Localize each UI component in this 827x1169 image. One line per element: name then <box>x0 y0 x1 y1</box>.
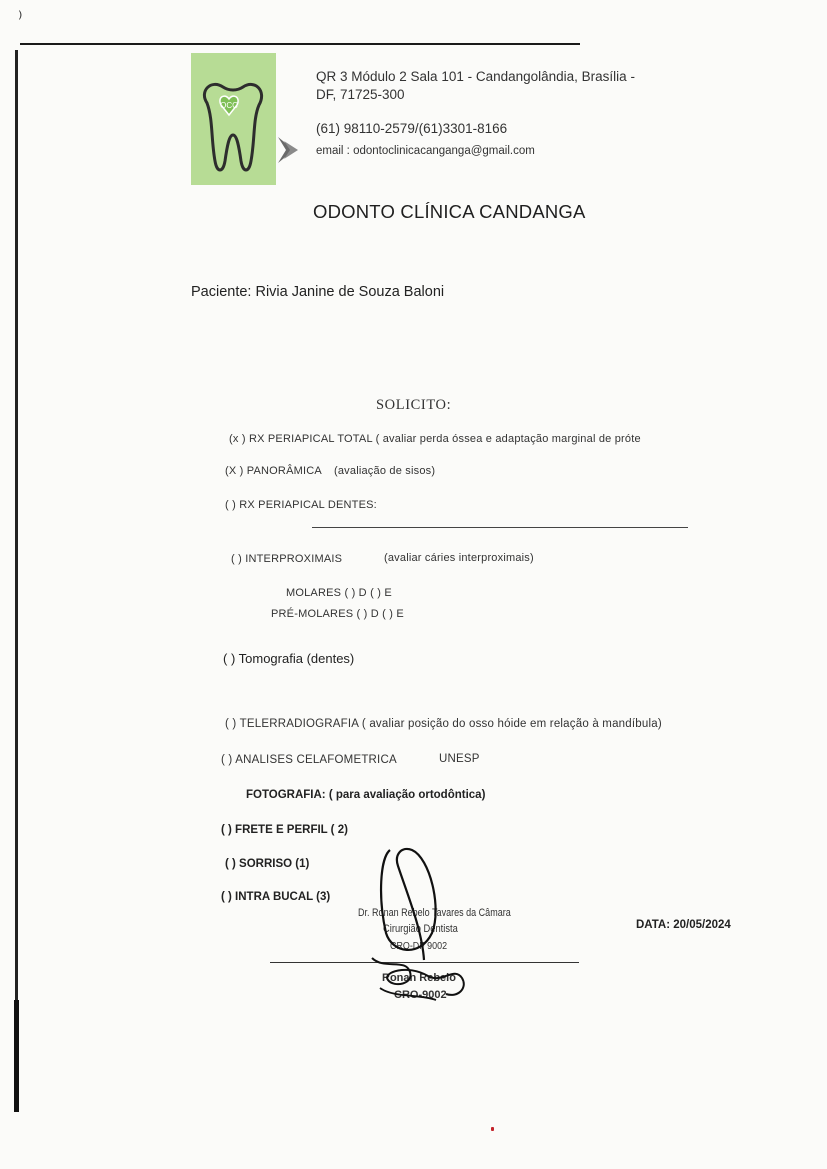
left-scan-edge-thick <box>14 1000 19 1112</box>
stamp-name: Dr. Ronan Rebelo Tavares da Câmara <box>358 907 511 919</box>
item-panoramica-note: (avaliação de sisos) <box>334 465 436 477</box>
clinic-title: ODONTO CLÍNICA CANDANGA <box>313 201 586 222</box>
item-telerradiografia: ( ) TELERRADIOGRAFIA ( avaliar posição do osso hóide em relação à mandíbula) <box>225 718 662 730</box>
item-panoramica: (X ) PANORÂMICA <box>225 465 322 477</box>
left-scan-edge <box>15 50 18 1112</box>
signature-cro: CRO-9002 <box>394 989 447 1001</box>
teeth-fill-line <box>312 527 688 528</box>
item-molares: MOLARES ( ) D ( ) E <box>286 587 392 599</box>
item-interproximais: ( ) INTERPROXIMAIS <box>231 553 343 565</box>
top-border-rule <box>20 43 580 45</box>
item-interproximais-note: (avaliar cáries interproximais) <box>384 552 534 564</box>
item-analises-place: UNESP <box>439 753 480 765</box>
signature-name: Ronan Rebelo <box>382 972 456 984</box>
logo-text: OCC <box>220 101 238 110</box>
item-intra-bucal: ( ) INTRA BUCAL (3) <box>221 891 331 903</box>
patient-name: Paciente: Rivia Janine de Souza Baloni <box>191 284 445 300</box>
item-analises: ( ) ANALISES CELAFOMETRICA <box>221 754 397 766</box>
clinic-logo <box>191 53 276 185</box>
item-pre-molares: PRÉ-MOLARES ( ) D ( ) E <box>271 608 404 620</box>
handwritten-signature <box>350 838 490 1013</box>
item-tomografia: ( ) Tomografia (dentes) <box>223 651 355 666</box>
item-fotografia: FOTOGRAFIA: ( para avaliação ortodôntica) <box>246 789 486 801</box>
clinic-address: QR 3 Módulo 2 Sala 101 - Candangolândia, Brasília - DF, 71725-300 <box>316 69 635 102</box>
request-title: SOLICITO: <box>376 397 452 413</box>
item-sorriso: ( ) SORRISO (1) <box>225 858 310 870</box>
stamp-cro: CRO-DF 9002 <box>390 940 448 952</box>
item-rx-periapical-dentes: ( ) RX PERIAPICAL DENTES: <box>225 499 377 511</box>
clinic-phone: (61) 98110-2579/(61)3301-8166 <box>316 121 508 136</box>
clinic-email: email : odontoclinicacanganga@gmail.com <box>316 145 535 157</box>
chevron-right-icon <box>276 135 304 165</box>
page-corner-mark: ⁾ <box>18 8 23 28</box>
request-date: DATA: 20/05/2024 <box>636 919 731 931</box>
ink-dot <box>491 1127 494 1131</box>
item-rx-periapical-total: (x ) RX PERIAPICAL TOTAL ( avaliar perda óssea e adaptação marginal de próte <box>229 433 641 445</box>
stamp-role: Cirurgião Dentista <box>383 923 458 935</box>
tooth-icon <box>191 53 276 185</box>
item-frete-perfil: ( ) FRETE E PERFIL ( 2) <box>221 824 348 836</box>
